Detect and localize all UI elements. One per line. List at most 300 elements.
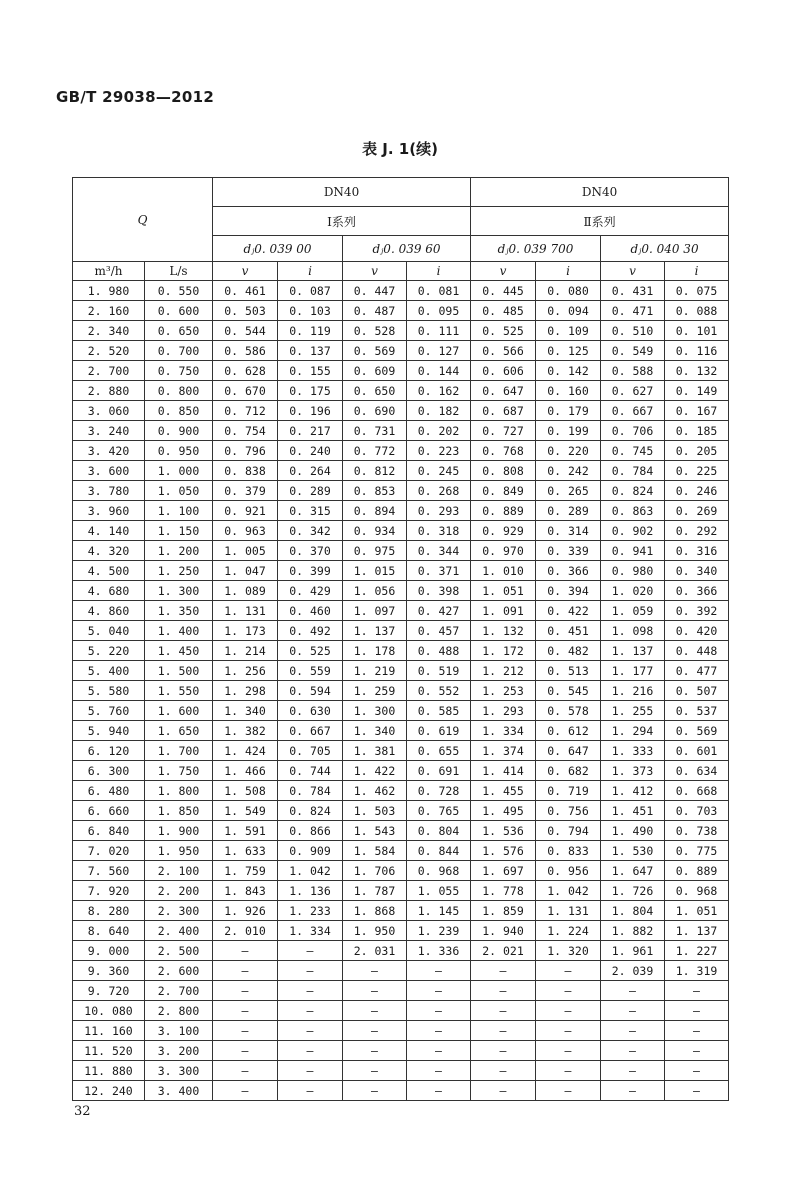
table-cell: 2. 039 <box>601 961 665 981</box>
table-cell: — <box>471 1081 536 1101</box>
table-cell: 0. 619 <box>407 721 471 741</box>
table-cell: 12. 240 <box>73 1081 145 1101</box>
table-cell: — <box>343 1041 407 1061</box>
table-cell: 0. 700 <box>145 341 213 361</box>
table-cell: 1. 056 <box>343 581 407 601</box>
table-cell: 0. 812 <box>343 461 407 481</box>
table-cell: 0. 155 <box>278 361 343 381</box>
table-cell: 0. 144 <box>407 361 471 381</box>
table-cell: 0. 772 <box>343 441 407 461</box>
table-cell: 8. 280 <box>73 901 145 921</box>
table-cell: 11. 160 <box>73 1021 145 1041</box>
table-row <box>73 481 729 501</box>
table-cell: 0. 609 <box>343 361 407 381</box>
table-cell: 1. 178 <box>343 641 407 661</box>
table-row <box>73 741 729 761</box>
table-cell: 2. 800 <box>145 1001 213 1021</box>
table-cell: 4. 140 <box>73 521 145 541</box>
gradient-header: i <box>665 262 729 281</box>
table-cell: — <box>407 1001 471 1021</box>
table-cell: — <box>601 1061 665 1081</box>
table-cell: 6. 480 <box>73 781 145 801</box>
table-cell: 0. 889 <box>471 501 536 521</box>
table-cell: — <box>471 1021 536 1041</box>
table-cell: — <box>278 1081 343 1101</box>
table-cell: — <box>343 981 407 1001</box>
table-cell: 4. 320 <box>73 541 145 561</box>
table-cell: 0. 909 <box>278 841 343 861</box>
diameter-header: dⱼ0. 039 00 <box>213 236 343 262</box>
table-cell: 1. 726 <box>601 881 665 901</box>
unit-header: m³/h <box>73 262 145 281</box>
table-cell: 0. 838 <box>213 461 278 481</box>
table-cell: — <box>213 1081 278 1101</box>
table-cell: 0. 127 <box>407 341 471 361</box>
table-cell: 1. 950 <box>343 921 407 941</box>
table-row <box>73 1081 729 1101</box>
table-cell: 1. 239 <box>407 921 471 941</box>
table-cell: — <box>665 1061 729 1081</box>
table-cell: 0. 756 <box>536 801 601 821</box>
table-cell: 1. 047 <box>213 561 278 581</box>
table-cell: 1. 216 <box>601 681 665 701</box>
table-cell: 1. 253 <box>471 681 536 701</box>
table-cell: 1. 172 <box>471 641 536 661</box>
table-cell: — <box>407 961 471 981</box>
table-cell: 1. 859 <box>471 901 536 921</box>
table-row <box>73 381 729 401</box>
table-cell: 0. 900 <box>145 421 213 441</box>
table-cell: 10. 080 <box>73 1001 145 1021</box>
table-cell: 3. 060 <box>73 401 145 421</box>
table-row <box>73 321 729 341</box>
table-cell: 0. 162 <box>407 381 471 401</box>
table-row <box>73 281 729 301</box>
table-cell: 0. 379 <box>213 481 278 501</box>
table-cell: 11. 520 <box>73 1041 145 1061</box>
table-cell: 0. 119 <box>278 321 343 341</box>
table-cell: 1. 381 <box>343 741 407 761</box>
table-cell: 0. 950 <box>145 441 213 461</box>
table-cell: 0. 316 <box>665 541 729 561</box>
table-cell: 1. 089 <box>213 581 278 601</box>
gradient-header: i <box>407 262 471 281</box>
table-cell: 1. 200 <box>145 541 213 561</box>
table-cell: 0. 487 <box>343 301 407 321</box>
table-cell: 1. 214 <box>213 641 278 661</box>
table-cell: — <box>407 1061 471 1081</box>
table-cell: 0. 647 <box>536 741 601 761</box>
table-cell: — <box>213 941 278 961</box>
table-cell: 0. 719 <box>536 781 601 801</box>
table-cell: 1. 543 <box>343 821 407 841</box>
table-cell: 2. 021 <box>471 941 536 961</box>
table-cell: 0. 265 <box>536 481 601 501</box>
table-cell: 0. 552 <box>407 681 471 701</box>
table-cell: 0. 315 <box>278 501 343 521</box>
table-row <box>73 401 729 421</box>
table-cell: 0. 863 <box>601 501 665 521</box>
table-cell: 6. 120 <box>73 741 145 761</box>
table-cell: 0. 420 <box>665 621 729 641</box>
table-cell: 0. 796 <box>213 441 278 461</box>
table-row <box>73 541 729 561</box>
table-cell: 2. 400 <box>145 921 213 941</box>
table-cell: 2. 520 <box>73 341 145 361</box>
table-cell: — <box>471 1041 536 1061</box>
table-cell: — <box>213 1001 278 1021</box>
table-cell: 1. 259 <box>343 681 407 701</box>
table-cell: 1. 373 <box>601 761 665 781</box>
table-cell: 0. 706 <box>601 421 665 441</box>
table-cell: 1. 050 <box>145 481 213 501</box>
table-cell: 0. 448 <box>665 641 729 661</box>
table-cell: 2. 500 <box>145 941 213 961</box>
table-cell: 0. 566 <box>471 341 536 361</box>
table-cell: 1. 132 <box>471 621 536 641</box>
table-cell: 0. 569 <box>343 341 407 361</box>
table-cell: 1. 340 <box>213 701 278 721</box>
table-cell: 1. 787 <box>343 881 407 901</box>
table-cell: 0. 768 <box>471 441 536 461</box>
table-cell: 0. 968 <box>665 881 729 901</box>
table-cell: 0. 225 <box>665 461 729 481</box>
table-cell: 1. 950 <box>145 841 213 861</box>
table-cell: — <box>471 961 536 981</box>
table-cell: 0. 149 <box>665 381 729 401</box>
table-cell: 0. 628 <box>213 361 278 381</box>
table-cell: — <box>407 1021 471 1041</box>
table-cell: 1. 843 <box>213 881 278 901</box>
table-cell: 0. 525 <box>471 321 536 341</box>
table-cell: 0. 550 <box>145 281 213 301</box>
table-cell: 1. 382 <box>213 721 278 741</box>
table-cell: 0. 109 <box>536 321 601 341</box>
table-cell: 0. 525 <box>278 641 343 661</box>
table-cell: 0. 690 <box>343 401 407 421</box>
table-row <box>73 701 729 721</box>
table-cell: 0. 738 <box>665 821 729 841</box>
table-cell: 1. 020 <box>601 581 665 601</box>
table-cell: 0. 703 <box>665 801 729 821</box>
table-cell: 1. 250 <box>145 561 213 581</box>
page-number: 32 <box>74 1104 91 1119</box>
table-row <box>73 901 729 921</box>
table-cell: 1. 145 <box>407 901 471 921</box>
table-cell: 1. 495 <box>471 801 536 821</box>
table-cell: 0. 670 <box>213 381 278 401</box>
table-cell: 1. 219 <box>343 661 407 681</box>
table-row <box>73 881 729 901</box>
table-cell: 0. 667 <box>601 401 665 421</box>
table-cell: 0. 537 <box>665 701 729 721</box>
table-cell: 5. 760 <box>73 701 145 721</box>
table-cell: 0. 784 <box>278 781 343 801</box>
table-cell: 0. 655 <box>407 741 471 761</box>
table-cell: — <box>536 961 601 981</box>
table-cell: 0. 775 <box>665 841 729 861</box>
table-row <box>73 521 729 541</box>
table-cell: — <box>536 981 601 1001</box>
table-cell: 1. 850 <box>145 801 213 821</box>
table-cell: — <box>536 1001 601 1021</box>
table-cell: 0. 804 <box>407 821 471 841</box>
table-cell: 1. 173 <box>213 621 278 641</box>
table-cell: 1. 700 <box>145 741 213 761</box>
table-cell: 0. 399 <box>278 561 343 581</box>
table-cell: 0. 223 <box>407 441 471 461</box>
table-cell: 0. 894 <box>343 501 407 521</box>
table-cell: 0. 269 <box>665 501 729 521</box>
table-cell: — <box>278 961 343 981</box>
table-cell: 0. 340 <box>665 561 729 581</box>
table-cell: 0. 185 <box>665 421 729 441</box>
table-cell: 1. 334 <box>278 921 343 941</box>
table-cell: 1. 462 <box>343 781 407 801</box>
table-cell: 2. 340 <box>73 321 145 341</box>
table-cell: 0. 431 <box>601 281 665 301</box>
table-cell: 0. 601 <box>665 741 729 761</box>
table-cell: 1. 961 <box>601 941 665 961</box>
table-cell: 1. 131 <box>213 601 278 621</box>
table-cell: 1. 500 <box>145 661 213 681</box>
table-cell: 1. 536 <box>471 821 536 841</box>
table-row <box>73 981 729 1001</box>
table-cell: 0. 594 <box>278 681 343 701</box>
table-cell: 1. 333 <box>601 741 665 761</box>
table-cell: 0. 427 <box>407 601 471 621</box>
table-row <box>73 441 729 461</box>
table-cell: 0. 612 <box>536 721 601 741</box>
table-cell: — <box>601 981 665 1001</box>
table-cell: 0. 080 <box>536 281 601 301</box>
table-cell: 0. 634 <box>665 761 729 781</box>
table-cell: 0. 264 <box>278 461 343 481</box>
table-cell: 1. 131 <box>536 901 601 921</box>
table-cell: 0. 528 <box>343 321 407 341</box>
table-cell: 1. 000 <box>145 461 213 481</box>
table-cell: 1. 591 <box>213 821 278 841</box>
table-cell: 0. 728 <box>407 781 471 801</box>
table-row <box>73 681 729 701</box>
table-cell: — <box>407 1081 471 1101</box>
table-cell: — <box>407 1041 471 1061</box>
table-cell: 1. 800 <box>145 781 213 801</box>
table-row <box>73 621 729 641</box>
table-cell: 0. 970 <box>471 541 536 561</box>
table-cell: 1. 136 <box>278 881 343 901</box>
table-cell: 0. 853 <box>343 481 407 501</box>
diameter-header: dⱼ0. 039 700 <box>471 236 601 262</box>
table-cell: 2. 300 <box>145 901 213 921</box>
table-body <box>73 281 729 1101</box>
table-cell: 2. 700 <box>145 981 213 1001</box>
table-cell: 1. 424 <box>213 741 278 761</box>
dn-header: DN40 <box>213 178 471 207</box>
table-row <box>73 361 729 381</box>
table-cell: 3. 420 <box>73 441 145 461</box>
table-cell: 1. 697 <box>471 861 536 881</box>
table-cell: 0. 975 <box>343 541 407 561</box>
table-cell: — <box>665 1021 729 1041</box>
diameter-header: dⱼ0. 040 30 <box>601 236 729 262</box>
table-cell: 7. 920 <box>73 881 145 901</box>
table-cell: 0. 088 <box>665 301 729 321</box>
table-cell: 1. 298 <box>213 681 278 701</box>
table-cell: 0. 245 <box>407 461 471 481</box>
table-cell: 0. 687 <box>471 401 536 421</box>
table-cell: 1. 097 <box>343 601 407 621</box>
table-cell: 0. 513 <box>536 661 601 681</box>
table-cell: 1. 706 <box>343 861 407 881</box>
table-cell: 0. 902 <box>601 521 665 541</box>
table-cell: 1. 010 <box>471 561 536 581</box>
table-row <box>73 961 729 981</box>
table-cell: 2. 100 <box>145 861 213 881</box>
table-cell: 1. 633 <box>213 841 278 861</box>
table-cell: — <box>601 1081 665 1101</box>
table-cell: 0. 445 <box>471 281 536 301</box>
table-cell: 0. 980 <box>601 561 665 581</box>
table-cell: 1. 137 <box>343 621 407 641</box>
table-row <box>73 721 729 741</box>
table-cell: 0. 196 <box>278 401 343 421</box>
table-cell: 2. 600 <box>145 961 213 981</box>
table-row <box>73 821 729 841</box>
table-cell: — <box>536 1021 601 1041</box>
table-cell: 0. 889 <box>665 861 729 881</box>
table-cell: 1. 490 <box>601 821 665 841</box>
table-cell: 0. 217 <box>278 421 343 441</box>
table-cell: — <box>278 1041 343 1061</box>
table-cell: 0. 457 <box>407 621 471 641</box>
table-cell: 0. 606 <box>471 361 536 381</box>
table-cell: 11. 880 <box>73 1061 145 1081</box>
table-cell: 1. 042 <box>536 881 601 901</box>
table-cell: 0. 800 <box>145 381 213 401</box>
table-cell: 1. 098 <box>601 621 665 641</box>
table-cell: 0. 289 <box>536 501 601 521</box>
table-cell: 1. 137 <box>665 921 729 941</box>
table-cell: 0. 794 <box>536 821 601 841</box>
table-row <box>73 1041 729 1061</box>
table-cell: 0. 167 <box>665 401 729 421</box>
table-cell: 6. 300 <box>73 761 145 781</box>
table-cell: 0. 492 <box>278 621 343 641</box>
table-cell: 1. 647 <box>601 861 665 881</box>
table-cell: 0. 111 <box>407 321 471 341</box>
series-header: Ⅰ系列 <box>213 207 471 236</box>
table-cell: 0. 929 <box>471 521 536 541</box>
table-cell: 9. 720 <box>73 981 145 1001</box>
table-cell: 1. 150 <box>145 521 213 541</box>
dn-header: DN40 <box>471 178 729 207</box>
table-cell: 1. 340 <box>343 721 407 741</box>
table-cell: 0. 808 <box>471 461 536 481</box>
table-cell: — <box>343 1061 407 1081</box>
table-cell: 1. 451 <box>601 801 665 821</box>
table-cell: 0. 627 <box>601 381 665 401</box>
table-row <box>73 461 729 481</box>
table-cell: — <box>536 1081 601 1101</box>
velocity-header: v <box>601 262 665 281</box>
table-cell: 0. 339 <box>536 541 601 561</box>
table-cell: 1. 778 <box>471 881 536 901</box>
table-row <box>73 761 729 781</box>
table-cell: 2. 700 <box>73 361 145 381</box>
table-cell: 1. 293 <box>471 701 536 721</box>
table-cell: 1. 005 <box>213 541 278 561</box>
table-cell: 0. 586 <box>213 341 278 361</box>
table-cell: 0. 549 <box>601 341 665 361</box>
table-cell: — <box>343 1021 407 1041</box>
table-cell: 2. 031 <box>343 941 407 961</box>
table-cell: 1. 422 <box>343 761 407 781</box>
table-cell: 3. 600 <box>73 461 145 481</box>
table-cell: 5. 400 <box>73 661 145 681</box>
table-cell: 0. 485 <box>471 301 536 321</box>
table-cell: 0. 392 <box>665 601 729 621</box>
table-cell: 1. 600 <box>145 701 213 721</box>
table-cell: 0. 477 <box>665 661 729 681</box>
table-cell: 1. 350 <box>145 601 213 621</box>
table-cell: 0. 179 <box>536 401 601 421</box>
table-cell: 0. 941 <box>601 541 665 561</box>
table-cell: 1. 414 <box>471 761 536 781</box>
diameter-header: dⱼ0. 039 60 <box>343 236 471 262</box>
velocity-header: v <box>471 262 536 281</box>
table-cell: 0. 833 <box>536 841 601 861</box>
table-cell: 0. 727 <box>471 421 536 441</box>
table-cell: 1. 940 <box>471 921 536 941</box>
table-cell: — <box>278 1021 343 1041</box>
table-cell: 1. 224 <box>536 921 601 941</box>
table-row <box>73 421 729 441</box>
table-cell: 1. 051 <box>665 901 729 921</box>
table-cell: 0. 750 <box>145 361 213 381</box>
table-cell: 4. 500 <box>73 561 145 581</box>
table-cell: 3. 780 <box>73 481 145 501</box>
table-cell: 1. 750 <box>145 761 213 781</box>
table-cell: 6. 840 <box>73 821 145 841</box>
table-cell: 0. 745 <box>601 441 665 461</box>
table-cell: 1. 233 <box>278 901 343 921</box>
table-row <box>73 781 729 801</box>
table-cell: 1. 400 <box>145 621 213 641</box>
table-cell: 1. 882 <box>601 921 665 941</box>
table-cell: 2. 200 <box>145 881 213 901</box>
table-cell: 1. 091 <box>471 601 536 621</box>
table-row <box>73 581 729 601</box>
table-cell: — <box>407 981 471 1001</box>
flow-table <box>72 177 729 1101</box>
table-cell: 0. 824 <box>278 801 343 821</box>
table-cell: 1. 900 <box>145 821 213 841</box>
table-cell: 0. 199 <box>536 421 601 441</box>
table-cell: 6. 660 <box>73 801 145 821</box>
table-cell: 0. 691 <box>407 761 471 781</box>
table-row <box>73 561 729 581</box>
table-cell: 0. 503 <box>213 301 278 321</box>
table-cell: 0. 394 <box>536 581 601 601</box>
table-cell: 0. 559 <box>278 661 343 681</box>
table-cell: 1. 466 <box>213 761 278 781</box>
table-cell: — <box>665 1041 729 1061</box>
table-cell: 0. 731 <box>343 421 407 441</box>
table-cell: 3. 400 <box>145 1081 213 1101</box>
table-cell: — <box>601 1041 665 1061</box>
table-cell: 0. 744 <box>278 761 343 781</box>
